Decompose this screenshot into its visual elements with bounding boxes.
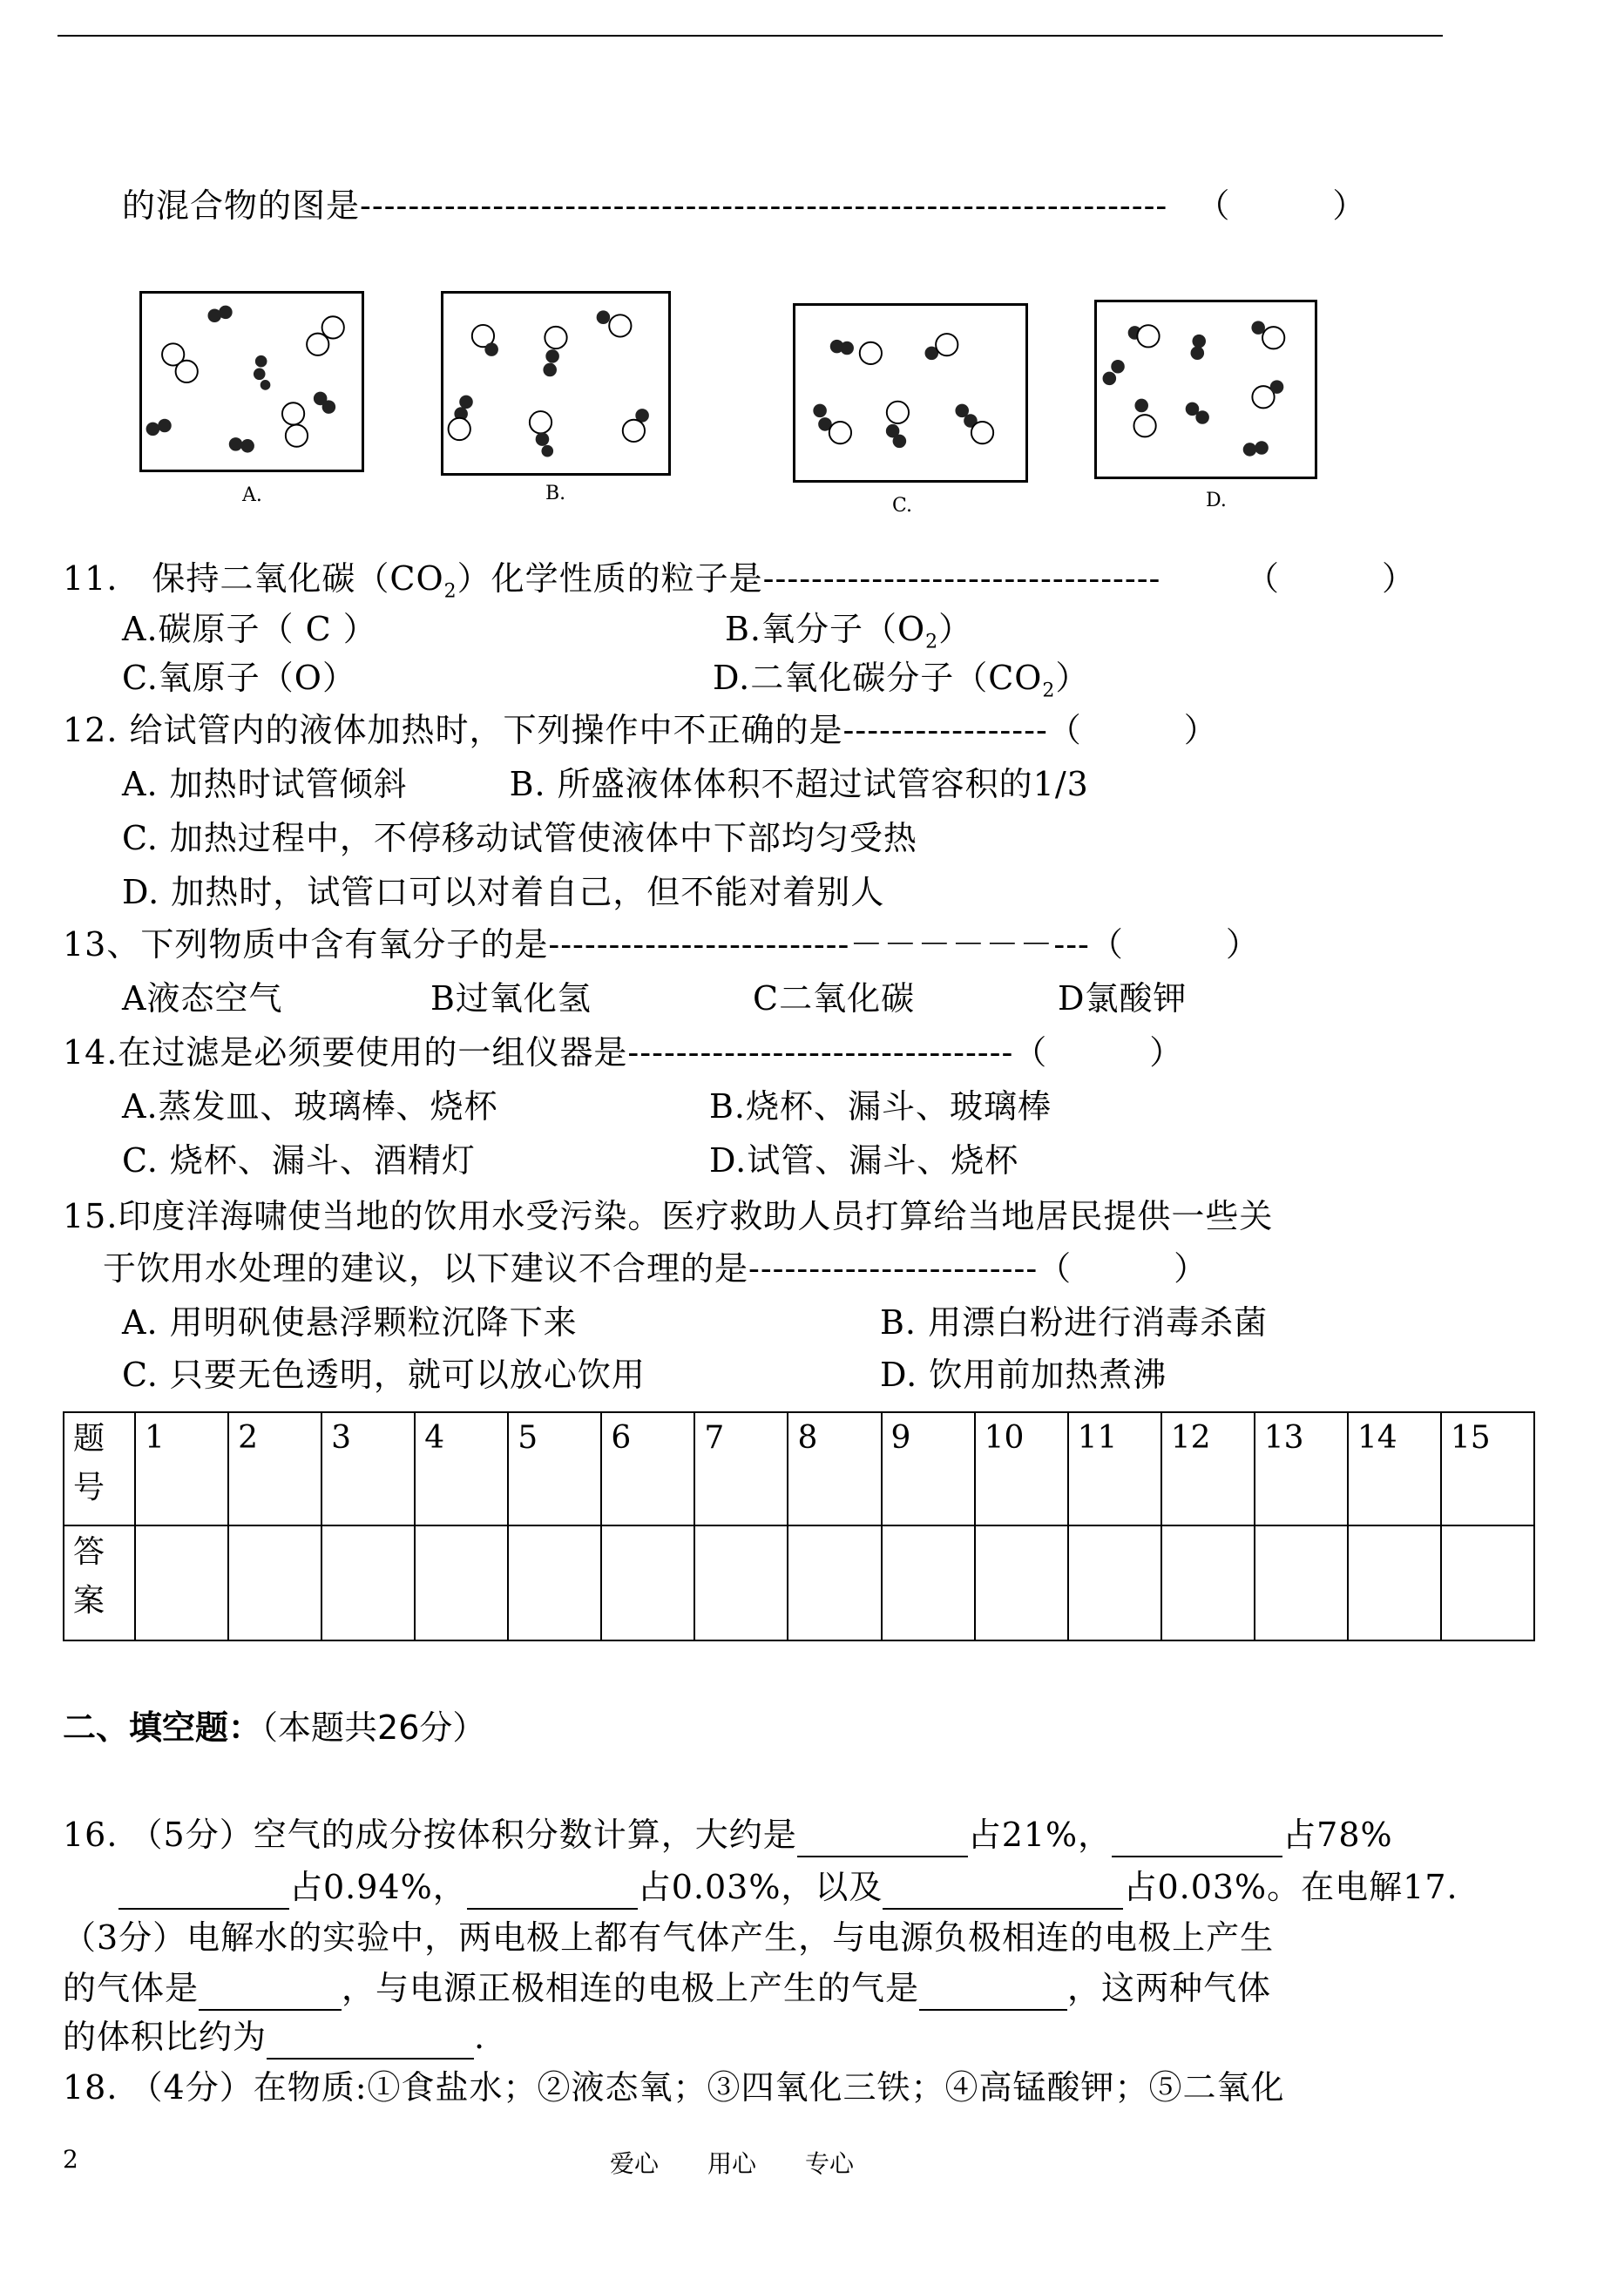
answer-cell[interactable] [601,1525,694,1640]
q17-line1: （3分）电解水的实验中，两电极上都有气体产生，与电源负极相连的电极上产生 [63,1918,1275,1957]
molecule-diagram-b [443,294,668,473]
question-number-cell: 5 [508,1412,601,1525]
q15-stem-line2: 于饮用水处理的建议，以下建议不合理的是------------------------（ ） [103,1249,1208,1288]
molecule-diagram-c [795,306,1025,480]
blank-field[interactable] [118,1873,289,1910]
page-number: 2 [63,2145,78,2174]
question-number-cell: 2 [228,1412,321,1525]
answer-cell[interactable] [975,1525,1068,1640]
answer-cell[interactable] [1161,1525,1255,1640]
answer-cell[interactable] [228,1525,321,1640]
molecule-diagram-a [142,294,362,470]
header-rule [58,35,1443,37]
question-number-cell: 13 [1255,1412,1348,1525]
figure-c [793,303,1028,483]
footer-slogan: 爱心 用心 专心 [610,2149,855,2178]
molecule-diagram-d [1097,302,1315,477]
answer-cell[interactable] [415,1525,508,1640]
q11-option-d: D.二氧化碳分子$(CO_2)$ [713,659,1090,702]
q10-tail [122,183,1366,228]
q11-answer-paren: （ ） [1246,559,1417,598]
q16-line1: 16. （5分）空气的成分按体积分数计算，大约是 占21%， 占78% [63,1812,1393,1857]
q17-line3: 的体积比约为 . [63,2014,485,2060]
blank-field[interactable] [919,1974,1067,2011]
q15-stem-line1: 15.印度洋海啸使当地的饮用水受污染。医疗救助人员打算给当地居民提供一些关 [63,1197,1274,1235]
question-number-cell: 9 [882,1412,975,1525]
q16-line2: 占0.94%， 占0.03%，以及 占0.03%。在电解17. [118,1864,1458,1910]
answer-table [63,1411,1535,1641]
q12-option-c: C. 加热过程中，不停移动试管使液体中下部均匀受热 [122,819,917,857]
question-number-cell: 7 [694,1412,788,1525]
question-number-cell: 10 [975,1412,1068,1525]
question-number-cell: 14 [1348,1412,1441,1525]
figure-d [1094,300,1317,479]
question-number-cell: 4 [415,1412,508,1525]
q15-option-d: D. 饮用前加热煮沸 [880,1356,1167,1394]
blank-field[interactable] [267,2023,474,2060]
q14-stem: 14.在过滤是必须要使用的一组仪器是--------------------------------（ ） [63,1033,1184,1072]
question-number-cell: 11 [1068,1412,1161,1525]
answer-cell[interactable] [508,1525,601,1640]
q14-option-b: B.烧杯、漏斗、玻璃棒 [709,1087,1052,1126]
row-header-answer: 答案 [64,1525,135,1640]
blank-field[interactable] [883,1873,1123,1910]
section-2-heading [63,1701,485,1748]
answer-paren: （ ） [1196,186,1367,225]
table-row-answers [64,1525,1534,1640]
row-header-number: 题号 [64,1412,135,1525]
answer-cell[interactable] [882,1525,975,1640]
answer-cell[interactable] [135,1525,228,1640]
q15-option-b: B. 用漂白粉进行消毒杀菌 [880,1303,1269,1342]
question-number-cell: 6 [601,1412,694,1525]
q15-option-a: A. 用明矾使悬浮颗粒沉降下来 [122,1303,578,1342]
q11-option-c: C.氧原子（O） [122,659,356,697]
figure-d-label: D. [1206,490,1227,511]
q11-option-a: A.碳原子（ C ） [122,610,377,648]
q15-option-c: C. 只要无色透明，就可以放心饮用 [122,1356,646,1394]
figure-a [139,291,364,472]
figure-b [441,291,671,476]
question-number-cell: 3 [321,1412,415,1525]
q13-option-d: D氯酸钾 [1058,979,1188,1018]
q18-line1: 18. （4分）在物质:①食盐水；②液态氧；③四氧化三铁；④高锰酸钾；⑤二氧化 [63,2068,1285,2107]
blank-field[interactable] [797,1821,968,1857]
q12-option-d: D. 加热时，试管口可以对着自己，但不能对着别人 [122,873,885,911]
section-2-title: 二、填空题： [63,1708,262,1747]
figure-b-label: B. [545,483,566,504]
answer-cell[interactable] [788,1525,881,1640]
question-number-cell: 15 [1441,1412,1534,1525]
blank-field[interactable] [199,1974,342,2011]
figure-a-label: A. [242,484,262,506]
q13-option-b: B过氧化氢 [430,979,592,1018]
blank-field[interactable] [467,1873,638,1910]
answer-cell[interactable] [1068,1525,1161,1640]
table-row-numbers [64,1412,1534,1525]
q11-option-b: B.氧分子$(O_2)$ [725,610,973,653]
q13-option-c: C二氧化碳 [753,979,916,1018]
answer-cell[interactable] [1255,1525,1348,1640]
figure-c-label: C. [892,495,913,517]
blank-field[interactable] [1112,1821,1282,1857]
question-number-cell: 8 [788,1412,881,1525]
question-number-cell: 1 [135,1412,228,1525]
q11-stem: 11. 保持二氧化碳$(CO_2)$化学性质的粒子是--------------------------------- [63,559,1161,603]
q13-option-a: A液态空气 [122,979,283,1018]
q12-stem: 12. 给试管内的液体加热时，下列操作中不正确的是-----------------（ ） [63,711,1218,749]
q14-option-d: D.试管、漏斗、烧杯 [709,1141,1019,1180]
q12-options-ab: A. 加热时试管倾斜 B. 所盛液体体积不超过试管容积的1/3 [122,765,1089,803]
q10-stem-text: 的混合物的图是------------------------------------------------------------------- [122,186,1168,225]
q14-option-c: C. 烧杯、漏斗、酒精灯 [122,1141,476,1180]
answer-cell[interactable] [1441,1525,1534,1640]
answer-cell[interactable] [694,1525,788,1640]
question-number-cell: 12 [1161,1412,1255,1525]
q13-stem: 13、下列物质中含有氧分子的是-------------------------－－－－－－---（ ） [63,925,1260,964]
q14-option-a: A.蒸发皿、玻璃棒、烧杯 [122,1087,498,1126]
answer-cell[interactable] [321,1525,415,1640]
section-2-note: （本题共26分） [261,1708,486,1747]
answer-cell[interactable] [1348,1525,1441,1640]
q17-line2: 的气体是 ，与电源正极相连的电极上产生的气是 ，这两种气体 [63,1965,1271,2011]
